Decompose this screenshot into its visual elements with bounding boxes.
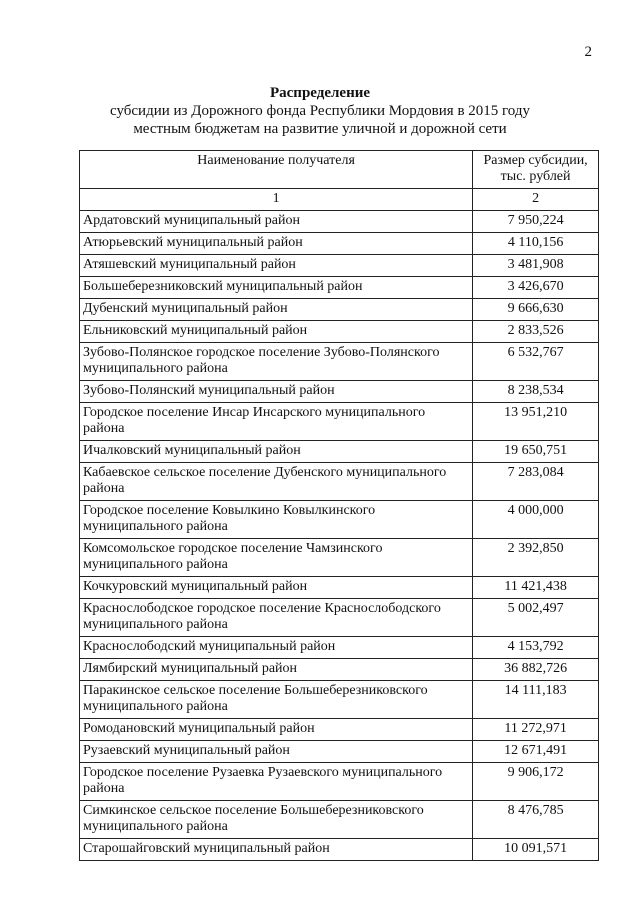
subsidy-amount: 12 671,491	[473, 741, 599, 763]
table-row	[80, 719, 599, 741]
recipient-name: Зубово-Полянское городское поселение Зубово-Полянского муниципального района	[80, 343, 473, 381]
table-row	[80, 741, 599, 763]
recipient-name: Атюрьевский муниципальный район	[80, 233, 473, 255]
subsidy-amount: 11 272,971	[473, 719, 599, 741]
recipient-name: Ичалковский муниципальный район	[80, 441, 473, 463]
table-row	[80, 659, 599, 681]
column-number-1: 1	[80, 189, 473, 211]
recipient-name: Лямбирский муниципальный район	[80, 659, 473, 681]
subsidy-amount: 6 532,767	[473, 343, 599, 381]
table-row	[80, 763, 599, 801]
recipient-name: Кочкуровский муниципальный район	[80, 577, 473, 599]
table-row	[80, 839, 599, 861]
recipient-name: Симкинское сельское поселение Большеберезниковского муниципального района	[80, 801, 473, 839]
table-row	[80, 577, 599, 599]
subsidy-table	[79, 150, 599, 861]
table-row	[80, 381, 599, 403]
recipient-name: Зубово-Полянский муниципальный район	[80, 381, 473, 403]
header-recipient: Наименование получателя	[80, 151, 473, 189]
recipient-name: Комсомольское городское поселение Чамзинского муниципального района	[80, 539, 473, 577]
recipient-name: Кабаевское сельское поселение Дубенского муниципального района	[80, 463, 473, 501]
recipient-name: Городское поселение Инсар Инсарского муниципального района	[80, 403, 473, 441]
recipient-name: Большеберезниковский муниципальный район	[80, 277, 473, 299]
subsidy-amount: 11 421,438	[473, 577, 599, 599]
recipient-name: Старошайговский муниципальный район	[80, 839, 473, 861]
subsidy-amount: 8 238,534	[473, 381, 599, 403]
recipient-name: Паракинское сельское поселение Большеберезниковского муниципального района	[80, 681, 473, 719]
subsidy-amount: 3 481,908	[473, 255, 599, 277]
subsidy-amount: 2 392,850	[473, 539, 599, 577]
table-row	[80, 343, 599, 381]
table-body	[80, 211, 599, 861]
table-row	[80, 277, 599, 299]
subsidy-amount: 36 882,726	[473, 659, 599, 681]
recipient-name: Рузаевский муниципальный район	[80, 741, 473, 763]
subsidy-amount: 14 111,183	[473, 681, 599, 719]
recipient-name: Ромодановский муниципальный район	[80, 719, 473, 741]
subsidy-amount: 5 002,497	[473, 599, 599, 637]
document-subtitle-line-1: субсидии из Дорожного фонда Республики Мордовия в 2015 году	[110, 103, 530, 119]
table-row	[80, 211, 599, 233]
column-number-2: 2	[473, 189, 599, 211]
document-subtitle-line-2: местным бюджетам на развитие уличной и дорожной сети	[133, 121, 507, 137]
table-row	[80, 321, 599, 343]
column-number-row	[80, 189, 599, 211]
page-number: 2	[584, 44, 592, 60]
subsidy-amount: 8 476,785	[473, 801, 599, 839]
subsidy-amount: 9 666,630	[473, 299, 599, 321]
recipient-name: Атяшевский муниципальный район	[80, 255, 473, 277]
subsidy-amount: 4 153,792	[473, 637, 599, 659]
recipient-name: Дубенский муниципальный район	[80, 299, 473, 321]
header-amount: Размер субсидии, тыс. рублей	[473, 151, 599, 189]
recipient-name: Краснослободский муниципальный район	[80, 637, 473, 659]
table-row	[80, 681, 599, 719]
table-row	[80, 599, 599, 637]
recipient-name: Городское поселение Ковылкино Ковылкинского муниципального района	[80, 501, 473, 539]
subsidy-amount: 7 950,224	[473, 211, 599, 233]
subsidy-amount: 2 833,526	[473, 321, 599, 343]
table-row	[80, 233, 599, 255]
subsidy-amount: 4 000,000	[473, 501, 599, 539]
header-row	[80, 151, 599, 189]
table-row	[80, 801, 599, 839]
subsidy-amount: 13 951,210	[473, 403, 599, 441]
table-row	[80, 501, 599, 539]
subsidy-amount: 19 650,751	[473, 441, 599, 463]
document-title: Распределение	[269, 85, 371, 101]
table-row	[80, 403, 599, 441]
table-row	[80, 441, 599, 463]
table-row	[80, 299, 599, 321]
table-row	[80, 539, 599, 577]
subsidy-amount: 7 283,084	[473, 463, 599, 501]
table-row	[80, 255, 599, 277]
subsidy-amount: 9 906,172	[473, 763, 599, 801]
subsidy-amount: 3 426,670	[473, 277, 599, 299]
subsidy-amount: 4 110,156	[473, 233, 599, 255]
recipient-name: Краснослободское городское поселение Краснослободского муниципального района	[80, 599, 473, 637]
document-heading	[0, 84, 640, 138]
table-row	[80, 463, 599, 501]
recipient-name: Городское поселение Рузаевка Рузаевского муниципального района	[80, 763, 473, 801]
recipient-name: Ардатовский муниципальный район	[80, 211, 473, 233]
subsidy-amount: 10 091,571	[473, 839, 599, 861]
table-row	[80, 637, 599, 659]
recipient-name: Ельниковский муниципальный район	[80, 321, 473, 343]
